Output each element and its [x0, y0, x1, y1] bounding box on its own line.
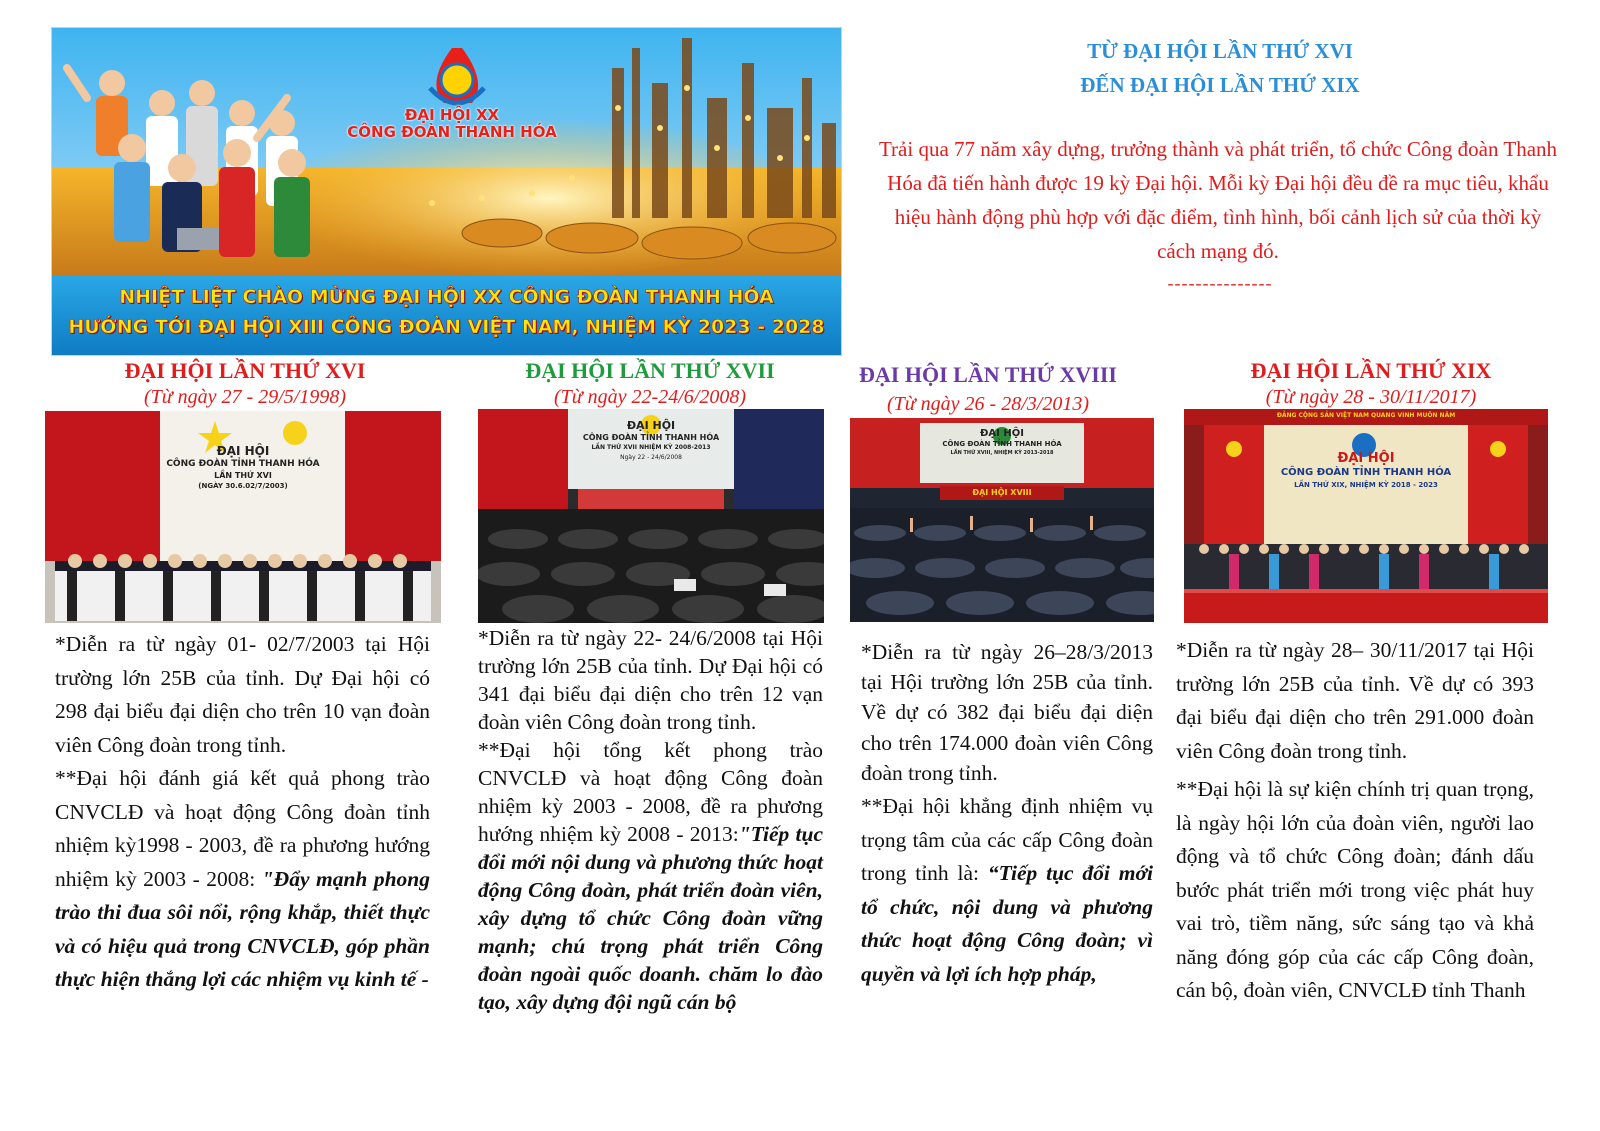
col-xix-paragraph-1: *Diễn ra từ ngày 28– 30/11/2017 tại Hội trường lớn 25B của tỉnh. Về dự có 393 đại biểu đại diện cho trên 291.000 đoàn viên Công đoàn trong tỉnh. [1176, 638, 1534, 763]
col-xvi-paragraph-2 [55, 762, 430, 997]
col-xviii-title: ĐẠI HỘI LẦN THỨ XVIII [859, 362, 1117, 387]
col-xvii-paragraph-1: *Diễn ra từ ngày 22- 24/6/2008 tại Hội trường lớn 25B của tỉnh. Dự Đại hội có 341 đại biểu đại diện cho trên 12 vạn đoàn viên Công đoàn trong tỉnh. [478, 626, 823, 734]
col-xvi-photo-line3: LẦN THỨ XVI [214, 471, 272, 480]
col-xvi-title: ĐẠI HỘI LẦN THỨ XVI [124, 358, 366, 383]
col-xvii-paragraph-2-plain: **Đại hội tổng kết phong trào CNVCLĐ và hoạt động Công đoàn nhiệm kỳ 2003 - 2008, đề ra phương hướng nhiệm kỳ 2008 - 2013: [478, 738, 823, 846]
col-xvi-photo-line2: CÔNG ĐOÀN TỈNH THANH HÓA [166, 459, 320, 469]
col-xviii-text [861, 637, 1153, 991]
col-xvii-photo-line4: Ngày 22 - 24/6/2008 [620, 454, 682, 461]
col-xviii-photo-line2: CÔNG ĐOÀN TỈNH THANH HÓA [942, 440, 1062, 448]
col-xviii-paragraph-2-emphasis: “Tiếp tục đổi mới tổ chức, nội dung và phương thức hoạt động Công đoàn; vì quyền và lợi ích hợp pháp, [861, 861, 1153, 986]
intro-title-line2: ĐẾN ĐẠI HỘI LẦN THỨ XIX [1080, 73, 1360, 97]
intro-title [870, 34, 1570, 102]
intro-divider: --------------- [1167, 273, 1273, 293]
col-xix-photo-line2: CÔNG ĐOÀN TỈNH THANH HÓA [1280, 467, 1452, 478]
col-xvii-text [478, 624, 823, 1016]
col-xvii-title: ĐẠI HỘI LẦN THỨ XVII [525, 358, 775, 383]
col-xvii-paragraph-2-emphasis: "Tiếp tục đổi mới nội dung và phương thức hoạt động Công đoàn, phát triển đoàn viên, xây dựng tổ chức Công đoàn vững mạnh; chú trọng phát triển Công đoàn ngoài quốc doanh. chăm lo đào tạo, xây dựng đội ngũ cán bộ [478, 822, 823, 1014]
col-xviii-paragraph-2 [861, 790, 1153, 991]
col-xvi-paragraph-2-emphasis: "Đẩy mạnh phong trào thi đua sôi nổi, rộng khắp, thiết thực và có hiệu quả trong CNVCLĐ, góp phần thực hiện thắng lợi các nhiệm vụ kinh tế - [55, 866, 431, 991]
banner-logo-line1: ĐẠI HỘI XX [404, 106, 500, 124]
col-xvi-paragraph-2-plain: **Đại hội đánh giá kết quả phong trào CNVCLĐ và hoạt động Công đoàn tỉnh nhiệm kỳ1998 - 2003, đề ra phương hướng nhiệm kỳ 2003 - 2008: [55, 766, 430, 891]
congress-banner [51, 27, 842, 356]
col-xvi-photo-line1: ĐẠI HỘI [216, 444, 270, 458]
col-xvi-photo-line4: (NGÀY 30.6.02/7/2003) [198, 482, 288, 490]
col-xviii-date: (Từ ngày 26 - 28/3/2013) [886, 393, 1089, 415]
col-xvii-paragraph-2 [478, 736, 823, 1016]
col-xix-paragraph-2 [1176, 773, 1534, 1008]
col-xviii-photo [850, 418, 1154, 622]
intro-title-line1: TỪ ĐẠI HỘI LẦN THỨ XVI [1087, 39, 1353, 63]
col-xviii-photo-line3: LẦN THỨ XVIII, NHIỆM KỲ 2013-2018 [950, 450, 1054, 456]
col-xviii-paragraph-2-plain: **Đại hội khẳng định nhiệm vụ trọng tâm của các cấp Công đoàn trong tỉnh là: [861, 794, 1153, 886]
col-xix-photo-line1: ĐẠI HỘI [1337, 451, 1395, 466]
banner-logo-line2: CÔNG ĐOÀN THANH HÓA [347, 123, 557, 141]
col-xvi-date: (Từ ngày 27 - 29/5/1998) [143, 386, 346, 408]
banner-slogan-line1: NHIỆT LIỆT CHÀO MỪNG ĐẠI HỘI XX CÔNG ĐOÀN THANH HÓA [119, 286, 774, 308]
col-xvii-photo-line2: CÔNG ĐOÀN TỈNH THANH HÓA [582, 433, 720, 442]
col-xvi-text [55, 628, 430, 997]
banner-slogan-line2: HƯỚNG TỚI ĐẠI HỘI XIII CÔNG ĐOÀN VIỆT NAM, NHIỆM KỲ 2023 - 2028 [68, 316, 825, 338]
col-xvii-date: (Từ ngày 22-24/6/2008) [553, 386, 746, 408]
col-xix-photo-line3: LẦN THỨ XIX, NHIỆM KỲ 2018 - 2023 [1294, 481, 1438, 489]
col-xix-paragraph-2-plain: **Đại hội là sự kiện chính trị quan trọng, là ngày hội lớn của đoàn viên, người lao động và tổ chức Công đoàn; đánh dấu bước phát triển mới trong việc phát huy vai trò, tiềm năng, sức sáng tạo và khả năng đóng góp của các cấp Công đoàn, cán bộ, đoàn viên, CNVCLĐ tỉnh Thanh [1176, 777, 1534, 1002]
intro-paragraph: Trải qua 77 năm xây dựng, trưởng thành và phát triển, tổ chức Công đoàn Thanh Hóa đã tiến hành được 19 kỳ Đại hội. Mỗi kỳ Đại hội đều đề ra mục tiêu, khẩu hiệu hành động phù hợp với đặc điểm, tình hình, bối cảnh lịch sử của thời kỳ cách mạng đó. [878, 137, 1558, 263]
col-xviii-photo-line4: ĐẠI HỘI XVIII [972, 488, 1032, 497]
col-xix-title: ĐẠI HỘI LẦN THỨ XIX [1250, 358, 1492, 383]
col-xvii-photo-line3: LẦN THỨ XVII NHIỆM KỲ 2008-2013 [591, 444, 711, 451]
col-xix-date: (Từ ngày 28 - 30/11/2017) [1265, 386, 1477, 408]
col-xviii-paragraph-1: *Diễn ra từ ngày 26–28/3/2013 tại Hội trường lớn 25B của tỉnh. Về dự có 382 đại biểu đại diện cho trên 174.000 đoàn viên Công đoàn trong tỉnh. [861, 640, 1153, 785]
col-xvii-photo [478, 409, 824, 623]
col-xvii-photo-line1: ĐẠI HỘI [626, 419, 676, 432]
col-xix-photo-line4: ĐẢNG CỘNG SẢN VIỆT NAM QUANG VINH MUÔN NĂM [1276, 412, 1456, 419]
col-xviii-photo-line1: ĐẠI HỘI [980, 428, 1024, 439]
col-xix-photo [1184, 409, 1548, 623]
col-xvi-paragraph-1: *Diễn ra từ ngày 01- 02/7/2003 tại Hội trường lớn 25B của tỉnh. Dự Đại hội có 298 đại biểu đại diện cho trên 10 vạn đoàn viên Công đoàn trong tỉnh. [55, 632, 430, 757]
col-xvi-photo [45, 411, 441, 623]
col-xix-text [1176, 634, 1534, 1008]
